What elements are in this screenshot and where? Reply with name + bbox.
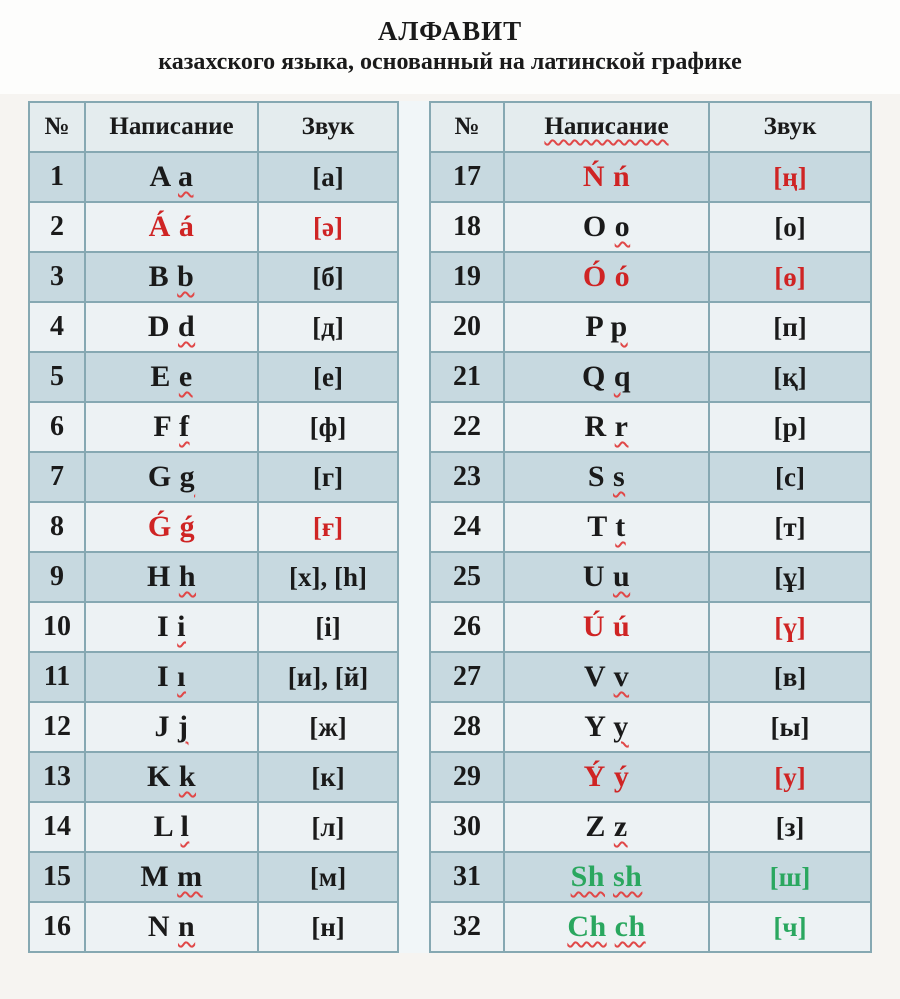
letter-writing-cell bbox=[85, 552, 258, 602]
letter-writing-cell bbox=[504, 352, 709, 402]
letter-lowercase: i bbox=[177, 610, 187, 643]
sound-cell: [с] bbox=[709, 452, 871, 502]
row-number-cell: 12 bbox=[29, 702, 85, 752]
letter-lowercase: q bbox=[613, 360, 632, 393]
letter-uppercase: O bbox=[582, 210, 607, 243]
sound-cell: [о] bbox=[709, 202, 871, 252]
letter-writing-cell bbox=[504, 702, 709, 752]
sound-cell: [л] bbox=[258, 802, 398, 852]
letter-uppercase: N bbox=[147, 910, 170, 943]
letter-uppercase: H bbox=[146, 560, 171, 593]
header-row bbox=[430, 102, 871, 152]
row-number-cell: 19 bbox=[430, 252, 504, 302]
table-row bbox=[29, 802, 398, 852]
sound-cell: [г] bbox=[258, 452, 398, 502]
letter-uppercase: U bbox=[582, 560, 605, 593]
row-number-cell: 8 bbox=[29, 502, 85, 552]
table-row bbox=[29, 252, 398, 302]
row-number-cell: 10 bbox=[29, 602, 85, 652]
column-header-writing: Написание bbox=[85, 102, 258, 152]
row-number-cell: 29 bbox=[430, 752, 504, 802]
letter-uppercase: I bbox=[156, 660, 170, 693]
letter-writing-cell bbox=[85, 602, 258, 652]
letter-writing-cell bbox=[85, 152, 258, 202]
letter-writing-cell bbox=[85, 452, 258, 502]
letter-uppercase: M bbox=[140, 860, 170, 893]
letter-writing-cell bbox=[85, 202, 258, 252]
row-number-cell: 18 bbox=[430, 202, 504, 252]
table-row bbox=[29, 852, 398, 902]
sound-cell: [х], [h] bbox=[258, 552, 398, 602]
header-row bbox=[29, 102, 398, 152]
row-number-cell: 21 bbox=[430, 352, 504, 402]
sound-cell: [ң] bbox=[709, 152, 871, 202]
letter-lowercase: r bbox=[614, 410, 629, 443]
sound-cell: [р] bbox=[709, 402, 871, 452]
letter-lowercase: h bbox=[178, 560, 197, 593]
letter-lowercase: p bbox=[610, 310, 628, 343]
letter-lowercase: z bbox=[613, 810, 628, 843]
alphabet-table-left bbox=[28, 101, 399, 953]
letter-lowercase: m bbox=[177, 860, 203, 893]
letter-uppercase: Ó bbox=[582, 260, 607, 293]
letter-uppercase: L bbox=[153, 810, 173, 843]
table-row bbox=[29, 302, 398, 352]
sound-cell: [ф] bbox=[258, 402, 398, 452]
table-row bbox=[29, 752, 398, 802]
row-number-cell: 13 bbox=[29, 752, 85, 802]
letter-lowercase: d bbox=[177, 310, 196, 343]
sound-cell: [з] bbox=[709, 802, 871, 852]
sound-cell: [к] bbox=[258, 752, 398, 802]
row-number-cell: 2 bbox=[29, 202, 85, 252]
letter-lowercase: o bbox=[614, 210, 631, 243]
sound-cell: [ш] bbox=[709, 852, 871, 902]
letter-lowercase: ǵ bbox=[179, 510, 196, 543]
table-row bbox=[430, 252, 871, 302]
table-row bbox=[430, 852, 871, 902]
sound-cell: [ы] bbox=[709, 702, 871, 752]
row-number-cell: 5 bbox=[29, 352, 85, 402]
table-row bbox=[29, 652, 398, 702]
sound-cell: [ә] bbox=[258, 202, 398, 252]
letter-lowercase: y bbox=[613, 710, 629, 743]
table-row bbox=[430, 752, 871, 802]
table-row bbox=[29, 902, 398, 952]
letter-lowercase: á bbox=[178, 210, 195, 243]
letter-uppercase: B bbox=[148, 260, 170, 293]
letter-lowercase: ú bbox=[612, 610, 631, 643]
row-number-cell: 25 bbox=[430, 552, 504, 602]
letter-writing-cell bbox=[85, 502, 258, 552]
table-row bbox=[430, 902, 871, 952]
letter-writing-cell bbox=[504, 752, 709, 802]
letter-lowercase: n bbox=[177, 910, 196, 943]
letter-lowercase: s bbox=[613, 460, 626, 493]
letter-uppercase: Ch bbox=[567, 910, 607, 943]
row-number-cell: 31 bbox=[430, 852, 504, 902]
sound-cell: [ж] bbox=[258, 702, 398, 752]
letter-lowercase: f bbox=[179, 410, 190, 443]
letter-uppercase: R bbox=[584, 410, 607, 443]
letter-uppercase: P bbox=[585, 310, 603, 343]
row-number-cell: 14 bbox=[29, 802, 85, 852]
table-row bbox=[29, 452, 398, 502]
letter-lowercase: ń bbox=[612, 160, 631, 193]
letter-writing-cell bbox=[504, 552, 709, 602]
table-row bbox=[430, 452, 871, 502]
row-number-cell: 26 bbox=[430, 602, 504, 652]
alphabet-table-right bbox=[429, 101, 872, 953]
row-number-cell: 6 bbox=[29, 402, 85, 452]
row-number-cell: 1 bbox=[29, 152, 85, 202]
letter-writing-cell bbox=[85, 752, 258, 802]
row-number-cell: 15 bbox=[29, 852, 85, 902]
letter-uppercase: Sh bbox=[570, 860, 605, 893]
letter-writing-cell bbox=[504, 202, 709, 252]
letter-lowercase: u bbox=[612, 560, 631, 593]
column-header-writing bbox=[504, 102, 709, 152]
letter-writing-cell bbox=[504, 452, 709, 502]
sound-cell: [ү] bbox=[709, 602, 871, 652]
letter-uppercase: Á bbox=[148, 210, 171, 243]
row-number-cell: 7 bbox=[29, 452, 85, 502]
letter-uppercase: J bbox=[154, 710, 170, 743]
table-row bbox=[430, 202, 871, 252]
letter-uppercase: V bbox=[583, 660, 606, 693]
letter-writing-cell bbox=[504, 302, 709, 352]
letter-uppercase: G bbox=[147, 460, 172, 493]
sound-cell: [н] bbox=[258, 902, 398, 952]
table-row bbox=[29, 402, 398, 452]
letter-lowercase: a bbox=[178, 160, 194, 193]
table-row bbox=[430, 402, 871, 452]
letter-lowercase: ch bbox=[614, 910, 646, 943]
letter-writing-cell bbox=[85, 252, 258, 302]
sound-cell: [а] bbox=[258, 152, 398, 202]
letter-lowercase: j bbox=[178, 710, 189, 743]
letter-writing-cell bbox=[504, 152, 709, 202]
letter-lowercase: k bbox=[178, 760, 197, 793]
table-row bbox=[430, 702, 871, 752]
column-header-num: № bbox=[29, 102, 85, 152]
letter-lowercase: sh bbox=[613, 860, 643, 893]
column-header-num: № bbox=[430, 102, 504, 152]
table-body-left bbox=[29, 152, 398, 952]
table-body-right bbox=[430, 152, 871, 952]
row-number-cell: 17 bbox=[430, 152, 504, 202]
letter-writing-cell bbox=[85, 852, 258, 902]
table-row bbox=[430, 652, 871, 702]
sound-cell: [і] bbox=[258, 602, 398, 652]
letter-writing-cell bbox=[504, 502, 709, 552]
table-row bbox=[29, 352, 398, 402]
sound-cell: [е] bbox=[258, 352, 398, 402]
letter-writing-cell bbox=[85, 802, 258, 852]
table-row bbox=[430, 602, 871, 652]
row-number-cell: 30 bbox=[430, 802, 504, 852]
sound-cell: [у] bbox=[709, 752, 871, 802]
sound-cell: [ч] bbox=[709, 902, 871, 952]
table-row bbox=[29, 502, 398, 552]
letter-writing-cell bbox=[504, 852, 709, 902]
row-number-cell: 24 bbox=[430, 502, 504, 552]
table-row bbox=[430, 502, 871, 552]
letter-lowercase: t bbox=[615, 510, 626, 543]
column-header-sound: Звук bbox=[709, 102, 871, 152]
page-subtitle: казахского языка, основанный на латинской графике bbox=[158, 49, 742, 75]
row-number-cell: 4 bbox=[29, 302, 85, 352]
table-row bbox=[430, 552, 871, 602]
table-row bbox=[430, 802, 871, 852]
row-number-cell: 27 bbox=[430, 652, 504, 702]
letter-writing-cell bbox=[85, 902, 258, 952]
letter-writing-cell bbox=[504, 652, 709, 702]
letter-lowercase: ı bbox=[177, 660, 187, 693]
row-number-cell: 20 bbox=[430, 302, 504, 352]
table-row bbox=[430, 152, 871, 202]
letter-writing-cell bbox=[85, 402, 258, 452]
table-row bbox=[430, 302, 871, 352]
sound-cell: [п] bbox=[709, 302, 871, 352]
letter-writing-cell bbox=[504, 252, 709, 302]
sound-cell: [б] bbox=[258, 252, 398, 302]
letter-uppercase: Y bbox=[584, 710, 606, 743]
letter-writing-cell bbox=[504, 902, 709, 952]
letter-writing-cell bbox=[85, 702, 258, 752]
column-header-sound: Звук bbox=[258, 102, 398, 152]
letter-lowercase: ý bbox=[613, 760, 630, 793]
row-number-cell: 9 bbox=[29, 552, 85, 602]
row-number-cell: 3 bbox=[29, 252, 85, 302]
letter-writing-cell bbox=[504, 402, 709, 452]
letter-lowercase: v bbox=[613, 660, 630, 693]
letter-lowercase: ó bbox=[614, 260, 631, 293]
letter-lowercase: l bbox=[180, 810, 190, 843]
letter-uppercase: D bbox=[147, 310, 170, 343]
sound-cell: [ұ] bbox=[709, 552, 871, 602]
sound-cell: [в] bbox=[709, 652, 871, 702]
table-row bbox=[29, 702, 398, 752]
column-header-writing-label: Написание bbox=[544, 113, 669, 140]
letter-uppercase: Z bbox=[585, 810, 606, 843]
table-row bbox=[29, 202, 398, 252]
sound-cell: [д] bbox=[258, 302, 398, 352]
letter-uppercase: Ý bbox=[583, 760, 606, 793]
sound-cell: [т] bbox=[709, 502, 871, 552]
row-number-cell: 11 bbox=[29, 652, 85, 702]
sound-cell: [ғ] bbox=[258, 502, 398, 552]
letter-uppercase: T bbox=[587, 510, 608, 543]
letter-writing-cell bbox=[504, 602, 709, 652]
row-number-cell: 23 bbox=[430, 452, 504, 502]
letter-uppercase: S bbox=[587, 460, 605, 493]
letter-writing-cell bbox=[85, 652, 258, 702]
letter-lowercase: b bbox=[177, 260, 195, 293]
letter-lowercase: g bbox=[179, 460, 196, 493]
letter-uppercase: Ǵ bbox=[147, 510, 172, 543]
row-number-cell: 16 bbox=[29, 902, 85, 952]
letter-writing-cell bbox=[85, 302, 258, 352]
letter-uppercase: Q bbox=[581, 360, 606, 393]
letter-lowercase: e bbox=[178, 360, 193, 393]
row-number-cell: 32 bbox=[430, 902, 504, 952]
letter-uppercase: Ú bbox=[582, 610, 605, 643]
letter-uppercase: I bbox=[156, 610, 170, 643]
table-row bbox=[430, 352, 871, 402]
sound-cell: [и], [й] bbox=[258, 652, 398, 702]
letter-uppercase: A bbox=[149, 160, 170, 193]
sound-cell: [м] bbox=[258, 852, 398, 902]
letter-writing-cell bbox=[504, 802, 709, 852]
sound-cell: [ө] bbox=[709, 252, 871, 302]
alphabet-tables-container bbox=[28, 101, 872, 953]
table-row bbox=[29, 552, 398, 602]
letter-uppercase: K bbox=[146, 760, 171, 793]
letter-uppercase: F bbox=[153, 410, 172, 443]
page-title: АЛФАВИТ bbox=[377, 16, 523, 46]
letter-writing-cell bbox=[85, 352, 258, 402]
page-header bbox=[0, 0, 900, 78]
sound-cell: [қ] bbox=[709, 352, 871, 402]
letter-uppercase: E bbox=[150, 360, 171, 393]
table-row bbox=[29, 602, 398, 652]
table-row bbox=[29, 152, 398, 202]
row-number-cell: 22 bbox=[430, 402, 504, 452]
letter-uppercase: Ń bbox=[582, 160, 605, 193]
row-number-cell: 28 bbox=[430, 702, 504, 752]
